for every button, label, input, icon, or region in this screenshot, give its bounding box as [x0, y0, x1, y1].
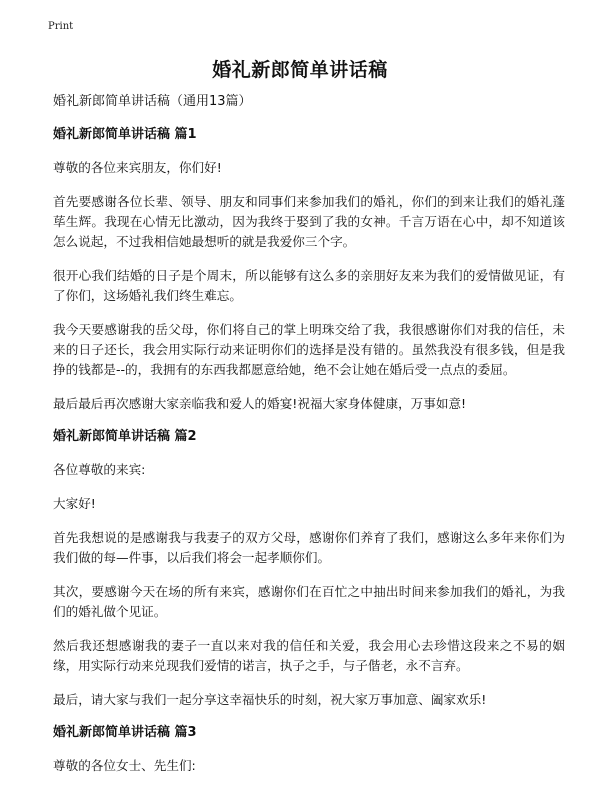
section-2: [53, 428, 565, 710]
section-heading: 婚礼新郎简单讲话稿 篇1: [53, 127, 197, 142]
section-1: [53, 126, 565, 414]
paragraph: 然后我还想感谢我的妻子一直以来对我的信任和关爱，我会用心去珍惜这段来之不易的姻缘，用实际行动来兑现我们爱情的诺言，执子之手，与子偕老，永不言弃。: [53, 638, 565, 673]
section-heading: 婚礼新郎简单讲话稿 篇3: [53, 725, 197, 740]
document-body: [53, 92, 565, 790]
paragraph: 尊敬的各位来宾朋友，你们好!: [53, 160, 222, 175]
print-label: Print: [48, 21, 74, 32]
paragraph: 很开心我们结婚的日子是个周末，所以能够有这么多的亲朋好友来为我们的爱情做见证，有了你们，这场婚礼我们终生难忘。: [53, 268, 565, 303]
paragraph: 尊敬的各位女士、先生们:: [53, 758, 196, 773]
paragraph: 其次，要感谢今天在场的所有来宾，感谢你们在百忙之中抽出时间来参加我们的婚礼，为我们的婚礼做个见证。: [53, 584, 565, 619]
section-heading: 婚礼新郎简单讲话稿 篇2: [53, 429, 197, 444]
paragraph: 大家好!: [53, 496, 96, 511]
paragraph: 我今天要感谢我的岳父母，你们将自己的掌上明珠交给了我，我很感谢你们对我的信任，未来的日子还长，我会用实际行动来证明你们的选择是没有错的。虽然我没有很多钱，但是我挣的钱都是--的，我拥有的东西我都愿意给她，绝不会让她在婚后受一点点的委屈。: [53, 322, 565, 377]
paragraph: 最后最后再次感谢大家亲临我和爱人的婚宴!祝福大家身体健康，万事如意!: [53, 396, 467, 411]
section-3: [53, 724, 565, 776]
paragraph: 各位尊敬的来宾:: [53, 462, 146, 477]
document-subtitle: 婚礼新郎简单讲话稿（通用13篇）: [53, 94, 252, 109]
paragraph: 最后，请大家与我们一起分享这幸福快乐的时刻，祝大家万事加意、阖家欢乐!: [53, 692, 487, 707]
paragraph: 首先要感谢各位长辈、领导、朋友和同事们来参加我们的婚礼，你们的到来让我们的婚礼蓬荜生辉。我现在心情无比激动，因为我终于娶到了我的女神。千言万语在心中，却不知道该怎么说起，不过我相信她最想听的就是我爱你三个字。: [53, 194, 565, 249]
page-title: 婚礼新郎简单讲话稿: [212, 59, 388, 81]
paragraph: 首先我想说的是感谢我与我妻子的双方父母，感谢你们养育了我们，感谢这么多年来你们为我们做的每—件事，以后我们将会一起孝顺你们。: [53, 530, 565, 565]
